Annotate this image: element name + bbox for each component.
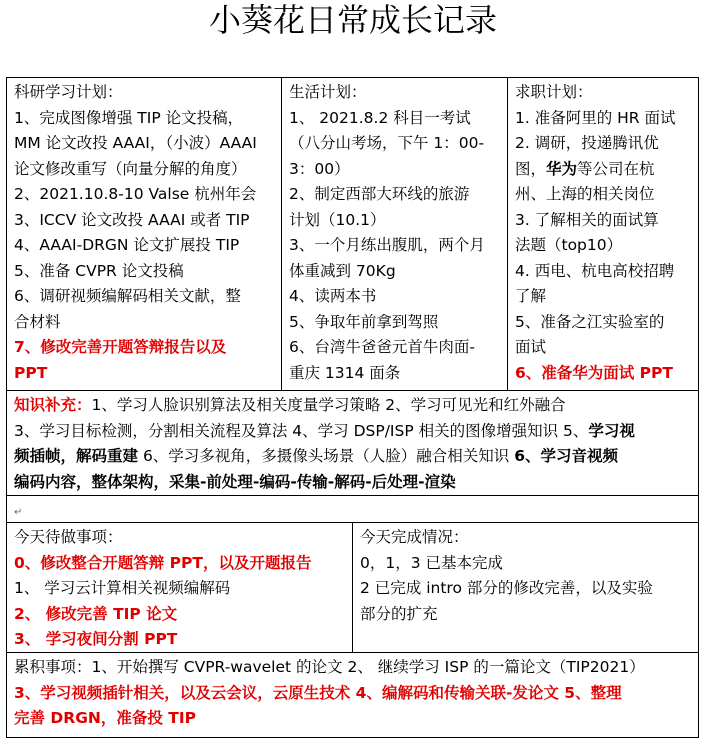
- research-item: 1、完成图像增强 TIP 论文投稿，: [14, 108, 244, 127]
- accumulated-line: 完善 DRGN，准备投 TIP: [14, 709, 196, 727]
- job-item: 4. 西电、杭电高校招聘: [515, 261, 675, 280]
- life-item: 6、台湾牛爸爸元首牛肉面-: [289, 338, 475, 356]
- life-item: 4、读两本书: [289, 287, 377, 305]
- todo-item: 1、 学习云计算相关视频编解码: [14, 579, 231, 597]
- done-item: 0，1，3 已基本完成: [360, 553, 504, 572]
- accumulated-line: 3、学习视频插针相关，以及云会议，云原生技术 4、编解码和传输关联-发论文 5、整理: [14, 683, 622, 702]
- research-item: 3、ICCV 论文改投 AAAI 或者 TIP: [14, 210, 250, 229]
- research-item: 6、调研视频编解码相关文献，整: [14, 287, 241, 305]
- research-item-highlight: PPT: [14, 363, 48, 382]
- research-plan-cell: [6, 77, 282, 391]
- done-item: 2 已完成 intro 部分的修改完善，以及实验: [360, 579, 653, 597]
- research-item-highlight: 7、修改完善开题答辩报告以及: [14, 338, 227, 356]
- accumulated-line: 累积事项：1、开始撰写 CVPR-wavelet 的论文 2、 继续学习 ISP 的一篇论文（TIP2021）: [14, 658, 645, 676]
- job-item-line: 州、上海的相关岗位: [515, 185, 655, 203]
- job-item: 1. 准备阿里的 HR 面试: [515, 108, 676, 127]
- knowledge-cell: [6, 391, 699, 496]
- todo-item: 0、修改整合开题答辩 PPT，以及开题报告: [14, 553, 312, 572]
- life-item: 3：00）: [289, 159, 350, 178]
- research-item: 合材料: [14, 312, 61, 331]
- research-item: 5、准备 CVPR 论文投稿: [14, 261, 184, 280]
- done-heading: 今天完成情况：: [360, 528, 469, 546]
- paragraph-mark: ↵: [14, 507, 23, 518]
- life-item: 重庆 1314 面条: [289, 363, 401, 382]
- research-item: 2、2021.10.8-10 Valse 杭州年会: [14, 185, 257, 203]
- done-cell: [353, 523, 699, 653]
- job-plan-cell: [508, 77, 699, 391]
- life-plan-cell: [282, 77, 508, 391]
- todo-item: 3、 学习夜间分割 PPT: [14, 630, 178, 648]
- accumulated-cell: [6, 653, 699, 738]
- life-item: 计划（10.1）: [289, 210, 386, 229]
- job-item: 3. 了解相关的面试算: [515, 210, 659, 229]
- job-item-line: 图，华为等公司在杭: [515, 159, 655, 178]
- knowledge-label: 知识补充：: [14, 396, 92, 414]
- knowledge-line: 编码内容，整体架构，采集-前处理-编码-传输-解码-后处理-渲染: [14, 472, 456, 491]
- todo-heading: 今天待做事项：: [14, 528, 123, 546]
- job-item-highlight: 6、准备华为面试 PPT: [515, 363, 673, 382]
- todo-item: 2、 修改完善 TIP 论文: [14, 604, 178, 623]
- life-item: 体重减到 70Kg: [289, 261, 396, 280]
- life-item: （八分山考场，下午 1：00-: [289, 134, 485, 152]
- life-heading: 生活计划：: [289, 83, 367, 101]
- job-heading: 求职计划：: [515, 83, 593, 101]
- todo-cell: [6, 523, 353, 653]
- knowledge-line: 频插帧，解码重建 6、学习多视角，多摄像头场景（人脸）融合相关知识 6、学习音视频: [14, 447, 619, 465]
- life-item: 3、一个月练出腹肌，两个月: [289, 236, 485, 254]
- research-heading: 科研学习计划：: [14, 83, 123, 101]
- job-item: 了解: [515, 287, 547, 305]
- research-item: MM 论文改投 AAAI，（小波）AAAI: [14, 134, 257, 152]
- empty-row: [6, 496, 699, 523]
- job-item: 面试: [515, 338, 547, 356]
- life-item: 2、制定西部大环线的旅游: [289, 185, 470, 203]
- knowledge-line: 知识补充：1、学习人脸识别算法及相关度量学习策略 2、学习可见光和红外融合: [14, 396, 566, 414]
- job-item: 法题（top10）: [515, 236, 623, 254]
- job-item: 2. 调研，投递腾讯优: [515, 134, 659, 152]
- job-item: 5、准备之江实验室的: [515, 312, 665, 331]
- research-item: 论文修改重写（向量分解的角度）: [14, 159, 247, 178]
- research-item: 4、AAAI-DRGN 论文扩展投 TIP: [14, 236, 240, 254]
- life-item: 5、争取年前拿到驾照: [289, 312, 439, 331]
- life-item: 1、 2021.8.2 科目一考试: [289, 108, 471, 127]
- page-title: 小葵花日常成长记录: [208, 1, 497, 39]
- done-item: 部分的扩充: [360, 604, 438, 623]
- knowledge-line: 3、学习目标检测，分割相关流程及算法 4、学习 DSP/ISP 相关的图像增强知识 5、学习视: [14, 421, 635, 440]
